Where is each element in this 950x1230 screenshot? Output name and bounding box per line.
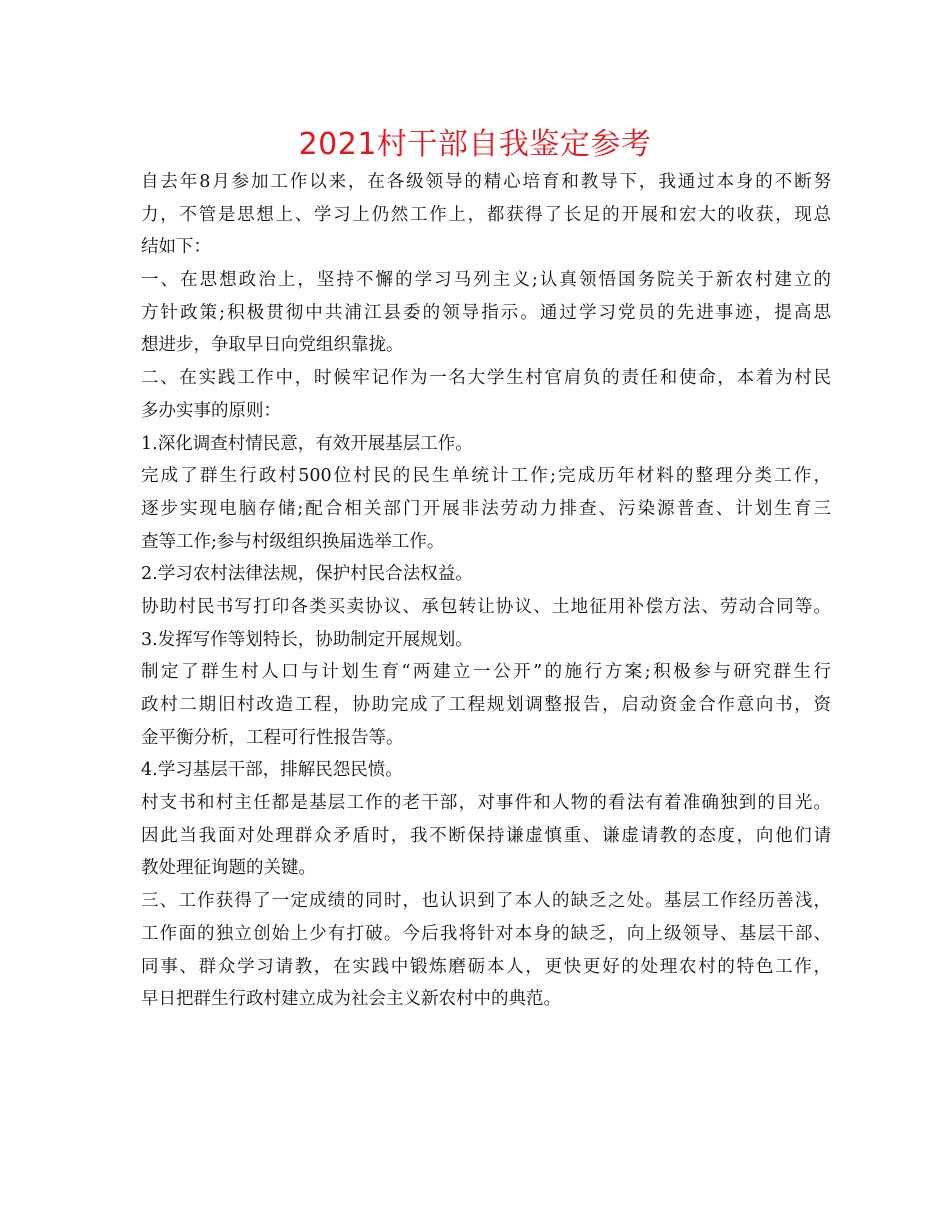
text-line: 协助村民书写打印各类买卖协议、承包转让协议、土地征用补偿方法、劳动合同等。	[141, 596, 831, 617]
text-line: 因此当我面对处理群众矛盾时，我不断保持谦虚慎重、谦虚请教的态度，向他们请	[141, 825, 831, 846]
text-line: 一、在思想政治上，坚持不懈的学习马列主义;认真领悟国务院关于新农村建立的	[141, 270, 831, 291]
text-line: 同事、群众学习请教，在实践中锻炼磨砺本人，更快更好的处理农村的特色工作，	[141, 956, 831, 977]
text-line: 结如下：	[141, 237, 211, 258]
text-line: 自去年8月参加工作以来，在各级领导的精心培育和教导下，我通过本身的不断努	[141, 172, 831, 192]
text-line: 2.学习农村法律法规，保护村民合法权益。	[141, 564, 473, 585]
document-body	[141, 166, 831, 1016]
text-line: 1.深化调查村情民意，有效开展基层工作。	[141, 433, 473, 454]
text-line: 方针政策;积极贯彻中共浦江县委的领导指示。通过学习党员的先进事迹，提高思	[141, 302, 831, 323]
text-line: 金平衡分析，工程可行性报告等。	[141, 727, 404, 748]
text-line: 制定了群生村人口与计划生育“两建立一公开”的施行方案;积极参与研究群生行	[141, 662, 831, 683]
text-line: 完成了群生行政村500位村民的民生单统计工作;完成历年材料的整理分类工作，	[141, 466, 831, 487]
text-line: 多办实事的原则：	[141, 400, 281, 421]
text-line: 村支书和村主任都是基层工作的老干部，对事件和人物的看法有着准确独到的目光。	[141, 793, 831, 814]
text-line: 教处理征询题的关键。	[141, 858, 316, 879]
text-line: 查等工作;参与村级组织换届选举工作。	[141, 531, 445, 552]
document-title: 2021村干部自我鉴定参考	[298, 127, 652, 162]
text-line: 三、工作获得了一定成绩的同时，也认识到了本人的缺乏之处。基层工作经历善浅，	[141, 891, 831, 912]
text-line: 4.学习基层干部，排解民怨民愤。	[141, 760, 403, 781]
text-line: 想进步，争取早日向党组织靠拢。	[141, 335, 404, 356]
text-line: 3.发挥写作等划特长，协助制定开展规划。	[141, 629, 473, 650]
text-line: 逐步实现电脑存储;配合相关部门开展非法劳动力排查、污染源普查、计划生育三	[141, 498, 831, 519]
text-line: 政村二期旧村改造工程，协助完成了工程规划调整报告，启动资金合作意向书，资	[141, 695, 831, 715]
text-line: 力，不管是思想上、学习上仍然工作上，都获得了长足的开展和宏大的收获，现总	[141, 204, 831, 225]
text-line: 工作面的独立创始上少有打破。今后我将针对本身的缺乏，向上级领导、基层干部、	[141, 923, 831, 944]
text-line: 早日把群生行政村建立成为社会主义新农村中的典范。	[141, 989, 561, 1010]
text-line: 二、在实践工作中，时候牢记作为一名大学生村官肩负的责任和使命，本着为村民	[141, 368, 831, 389]
